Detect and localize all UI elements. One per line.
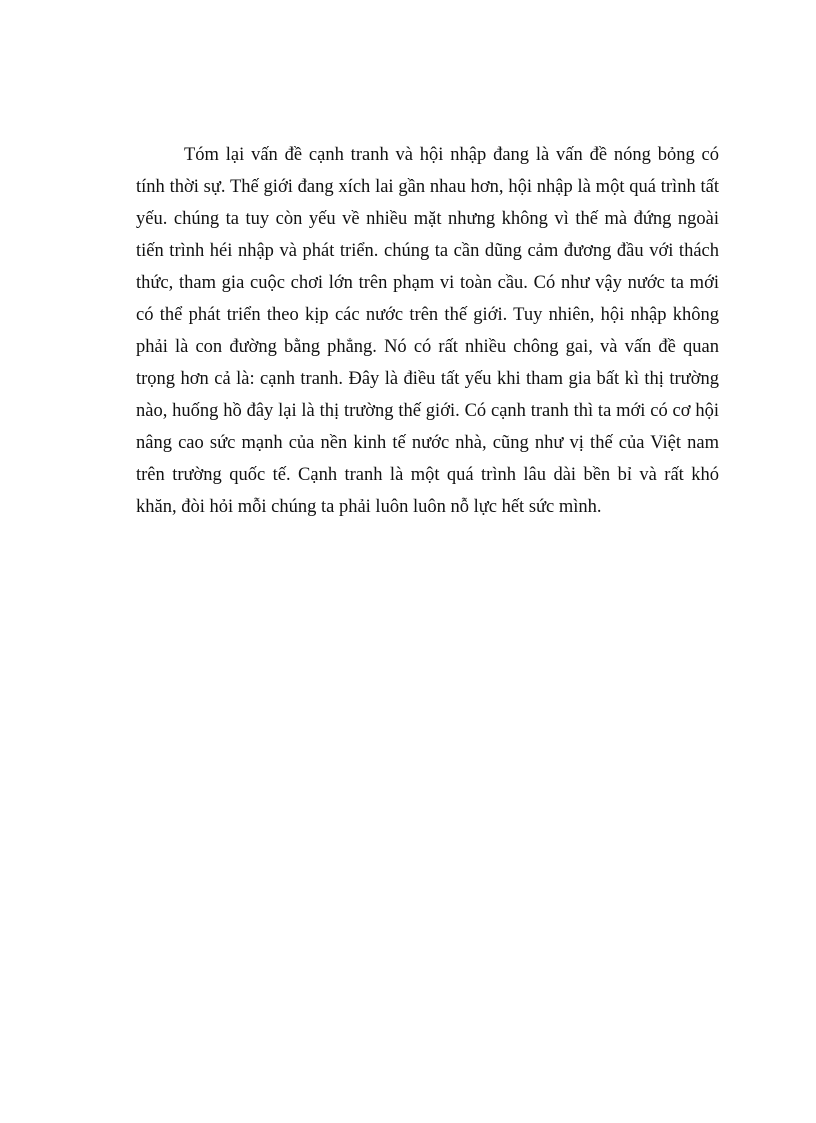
body-paragraph: Tóm lại vấn đề cạnh tranh và hội nhập đang là vấn đề nóng bỏng có tính thời sự. Thế giới đang xích lai gần nhau hơn, hội nhập là một quá trình tất yếu. chúng ta tuy còn yếu về nhiều mặt nhưng không vì thế mà đứng ngoài tiến trình héi nhập và phát triển. chúng ta cần dũng cảm đương đầu với thách thức, tham gia cuộc chơi lớn trên phạm vi toàn cầu. Có như vậy nước ta mới có thể phát triển theo kịp các nước trên thế giới. Tuy nhiên, hội nhập không phải là con đường bằng phẳng. Nó có rất nhiều chông gai, và vấn đề quan trọng hơn cả là: cạnh tranh. Đây là điều tất yếu khi tham gia bất kì thị trường nào, huống hồ đây lại là thị trường thế giới. Có cạnh tranh thì ta mới có cơ hội nâng cao sức mạnh của nền kinh tế nước nhà, cũng như vị thế của Việt nam trên trường quốc tế. Cạnh tranh là một quá trình lâu dài bền bỉ và rất khó khăn, đòi hỏi mỗi chúng ta phải luôn luôn nỗ lực hết sức mình. (136, 145, 719, 517)
